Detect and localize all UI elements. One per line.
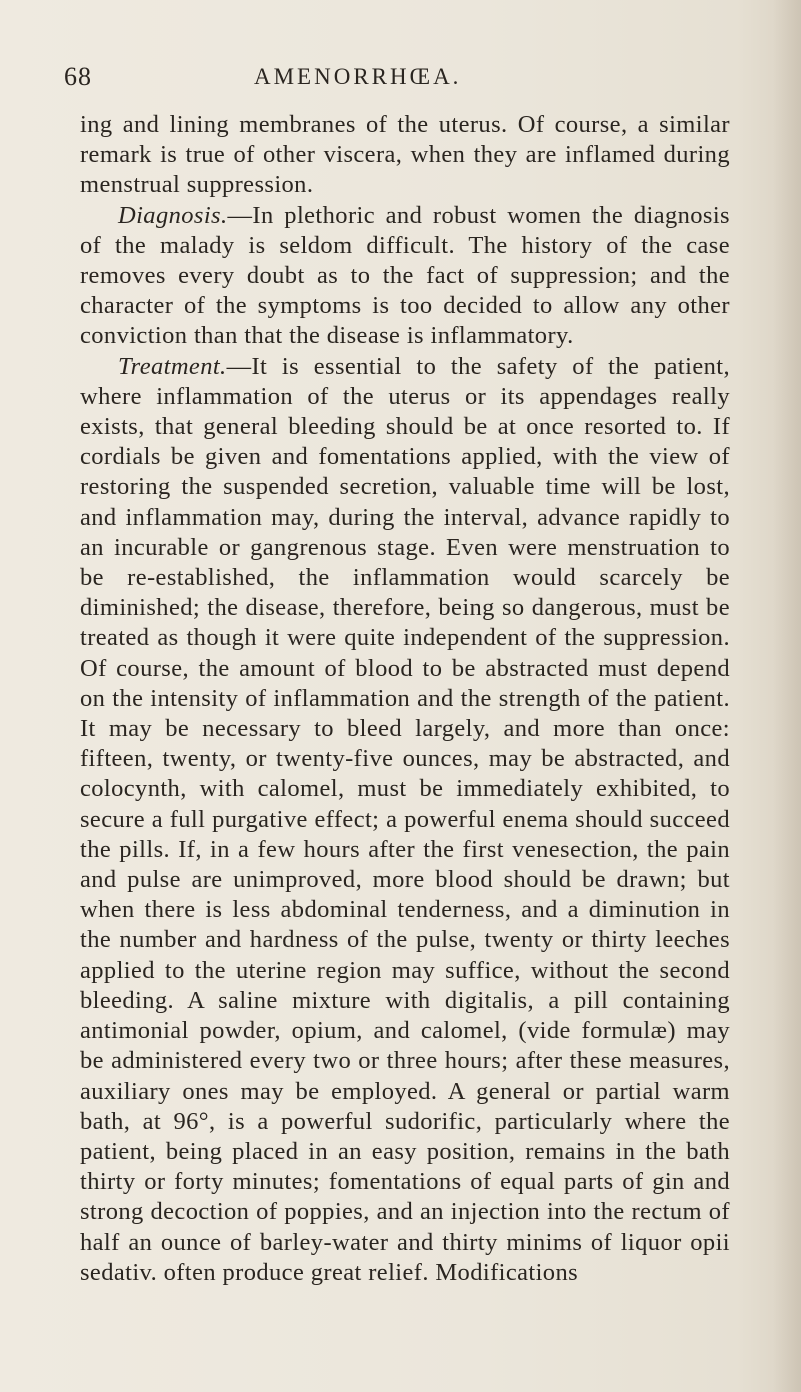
section-heading-diagnosis: Diagnosis. <box>118 201 228 229</box>
paragraph-text: —It is essential to the safety of the patient, where inflammation of the uterus or its appendages really exists, that general bleeding should be at once resorted to. If cordials be given and fomentations applied, with the view of restoring the suspended secretion, valuable time will be lost, and inflammation may, during the interval, advance rapidly to an incurable or gangrenous stage. Even were menstruation to be re-established, the inflammation would scarcely be diminished; the disease, therefore, being so dangerous, must be treated as though it were quite independent of the suppression. Of course, the amount of blood to be abstracted must depend on the intensity of inflammation and the strength of the patient. It may be necessary to bleed largely, and more than once: fifteen, twenty, or twenty-five ounces, may be abstracted, and colocynth, with calomel, must be immediately exhibited, to secure a full purgative effect; a powerful enema should succeed the pills. If, in a few hours after the first venesection, the pain and pulse are unimproved, more blood should be drawn; but when there is less abdominal tenderness, and a diminution in the number and hardness of the pulse, twenty or thirty leeches applied to the uterine region may suffice, without the second bleeding. A saline mixture with digitalis, a pill containing antimonial powder, opium, and calomel, (vide formulæ) may be administered every two or three hours; after these measures, auxiliary ones may be employed. A general or partial warm bath, at 96°, is a powerful sudorific, particularly where the patient, being placed in an easy position, remains in the bath thirty or forty minutes; fomentations of equal parts of gin and strong decoction of poppies, and an injection into the rectum of half an ounce of barley-water and thirty minims of liquor opii sedativ. often produce great relief. Modifications <box>80 352 730 1286</box>
paragraph-text: ing and lining membranes of the uterus. Of course, a similar remark is true of other viscera, when they are inflamed during menstrual suppression. <box>80 111 730 199</box>
page-edge-shadow <box>773 0 801 1392</box>
paragraph-treatment <box>80 352 730 1288</box>
paragraph-continuation <box>80 110 730 201</box>
paragraph-text: —In plethoric and robust women the diagnosis of the malady is seldom difficult. The history of the case removes every doubt as to the fact of suppression; and the character of the symptoms is too decided to allow any other conviction than that the disease is inflammatory. <box>80 201 730 350</box>
body-text <box>80 110 730 1288</box>
section-heading-treatment: Treatment. <box>118 352 227 380</box>
page-number: 68 <box>64 62 92 91</box>
page-header <box>0 62 801 102</box>
paragraph-diagnosis <box>80 201 730 352</box>
running-title: AMENORRHŒA. <box>254 64 462 89</box>
